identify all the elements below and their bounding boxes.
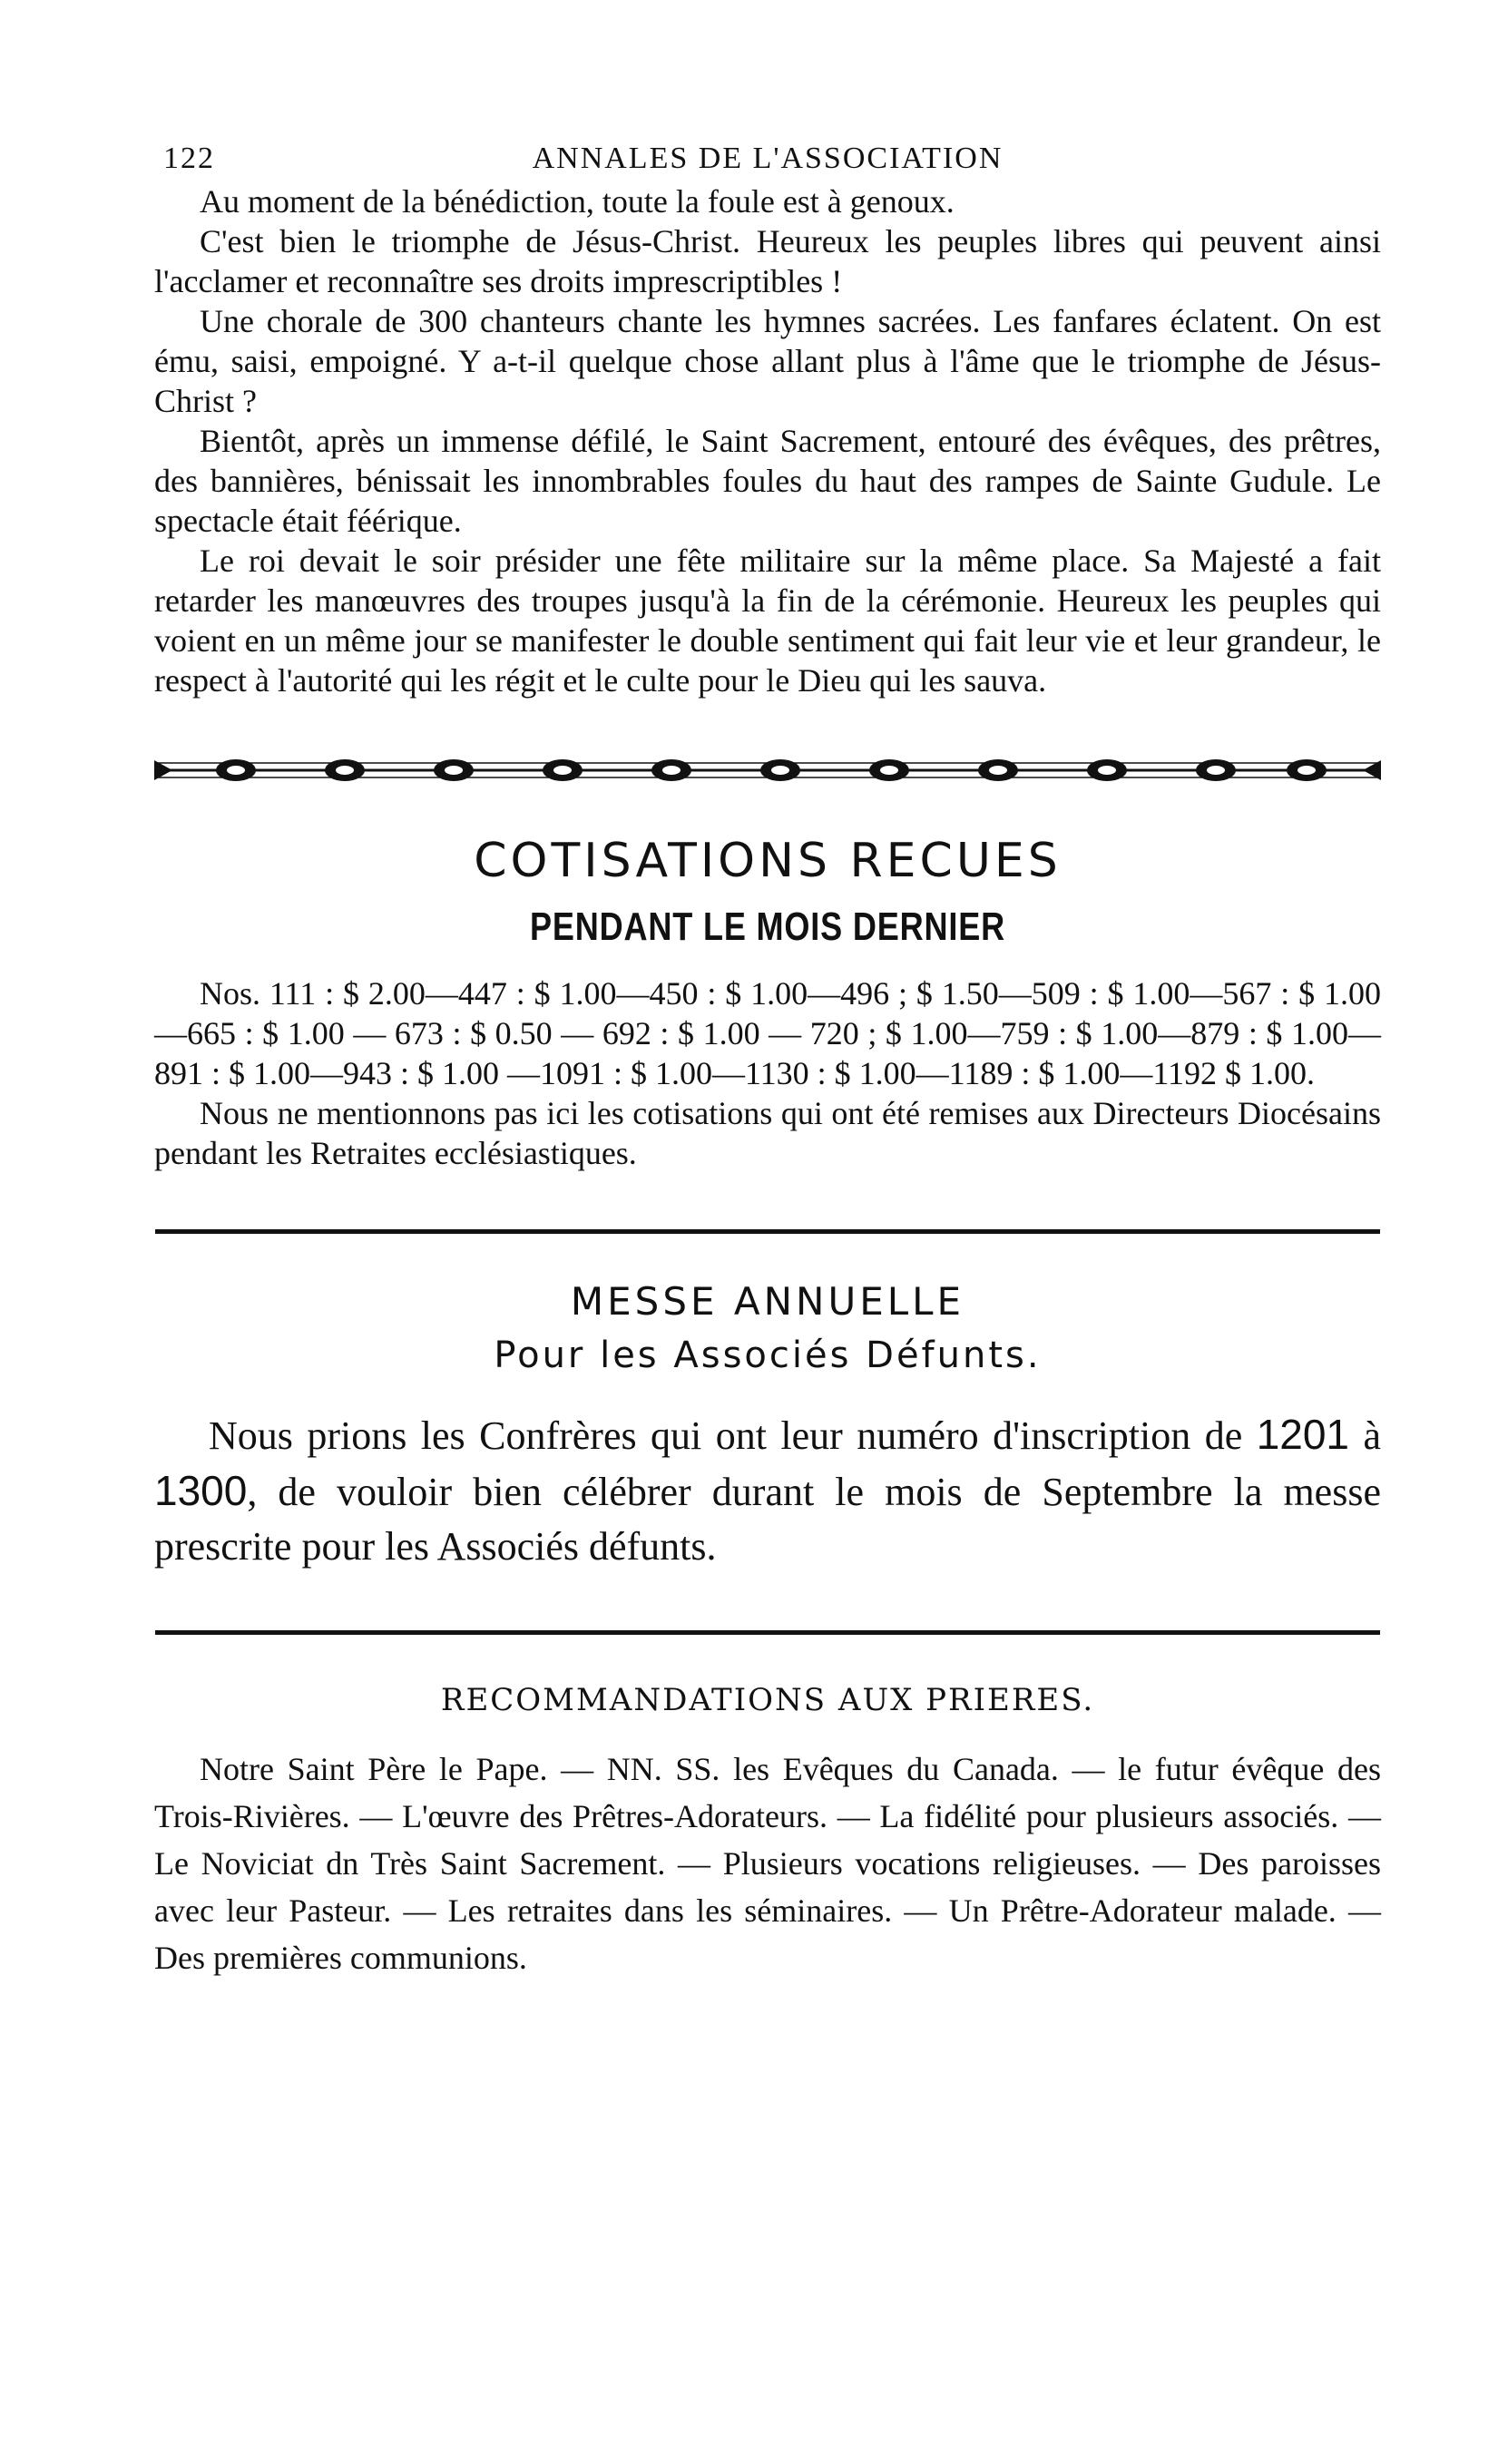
- procession-paragraph: Au moment de la bénédiction, toute la foule est à genoux.: [200, 183, 955, 220]
- ornamental-divider: [154, 755, 1381, 786]
- recommandations-section: [154, 1682, 1381, 1981]
- messe-text: [154, 1407, 1381, 1574]
- recommandations-title: RECOMMANDATIONS AUX PRIERES.: [440, 1682, 1095, 1718]
- cotisations-note: Nous ne mentionnons pas ici les cotisations qui ont été remises aux Directeurs Diocésains pendant les Retraites ecclésiastiques.: [154, 1095, 1381, 1171]
- cotisations-subtitle: PENDANT LE MOIS DERNIER: [529, 904, 1006, 949]
- procession-section: [154, 181, 1381, 700]
- messe-subtitle: Pour les Associés Défunts.: [494, 1335, 1042, 1376]
- messe-text-before: Nous prions les Confrères qui ont leur numéro d'inscription de: [209, 1413, 1257, 1458]
- messe-title: MESSE ANNUELLE: [570, 1279, 965, 1324]
- messe-number-to: 1300: [154, 1467, 248, 1514]
- running-title: ANNALES DE L'ASSOCIATION: [532, 142, 1004, 175]
- messe-text-middle: à: [1349, 1413, 1382, 1458]
- page: [154, 136, 1381, 1981]
- messe-section: [154, 1279, 1381, 1574]
- procession-paragraph: Une chorale de 300 chanteurs chante les hymnes sacrées. Les fanfares éclatent. On est ému, saisi, empoigné. Y a-t-il quelque chose allant plus à l'âme que le triomphe de Jésus-Christ ?: [154, 303, 1381, 419]
- horizontal-rule: [155, 1630, 1380, 1635]
- procession-paragraph: C'est bien le triomphe de Jésus-Christ. Heureux les peuples libres qui peuvent ainsi l'acclamer et reconnaître ses droits imprescriptibles !: [154, 223, 1381, 299]
- messe-text-after: , de vouloir bien célébrer durant le mois de Septembre la messe prescrite pour les Associés défunts.: [154, 1470, 1381, 1569]
- procession-paragraph: Bientôt, après un immense défilé, le Saint Sacrement, entouré des évêques, des prêtres, des bannières, bénissait les innombrables foules du haut des rampes de Sainte Gudule. Le spectacle était féérique.: [154, 423, 1381, 539]
- recommandations-text: Notre Saint Père le Pape. — NN. SS. les Evêques du Canada. — le futur évêque des Trois-Rivières. — L'œuvre des Prêtres-Adorateurs. — La fidélité pour plusieurs associés. — Le Noviciat dn Très Saint Sacrement. — Plusieurs vocations religieuses. — Des paroisses avec leur Pasteur. — Les retraites dans les séminaires. — Un Prêtre-Adorateur malade. — Des premières communions.: [154, 1751, 1381, 1976]
- cotisations-title: COTISATIONS RECUES: [474, 834, 1062, 888]
- running-head: [154, 136, 1381, 181]
- procession-paragraph: Le roi devait le soir présider une fête militaire sur la même place. Sa Majesté a fait retarder les manœuvres des troupes jusqu'à la fin de la cérémonie. Heureux les peuples qui voient en un même jour se manifester le double sentiment qui fait leur vie et leur grandeur, le respect à l'autorité qui les régit et le culte pour le Dieu qui les sauva.: [154, 543, 1381, 699]
- horizontal-rule: [155, 1229, 1380, 1234]
- page-number: 122: [163, 142, 215, 175]
- cotisations-list: Nos. 111 : $ 2.00—447 : $ 1.00—450 : $ 1.00—496 ; $ 1.50—509 : $ 1.00—567 : $ 1.00—665 : $ 1.00 — 673 : $ 0.50 — 692 : $ 1.00 — 720 ; $ 1.00—759 : $ 1.00—879 : $ 1.00—891 : $ 1.00—943 : $ 1.00 —1091 : $ 1.00—1130 : $ 1.00—1189 : $ 1.00—1192 $ 1.00.: [154, 975, 1381, 1091]
- cotisations-section: [154, 834, 1381, 1173]
- messe-number-from: 1201: [1256, 1411, 1350, 1458]
